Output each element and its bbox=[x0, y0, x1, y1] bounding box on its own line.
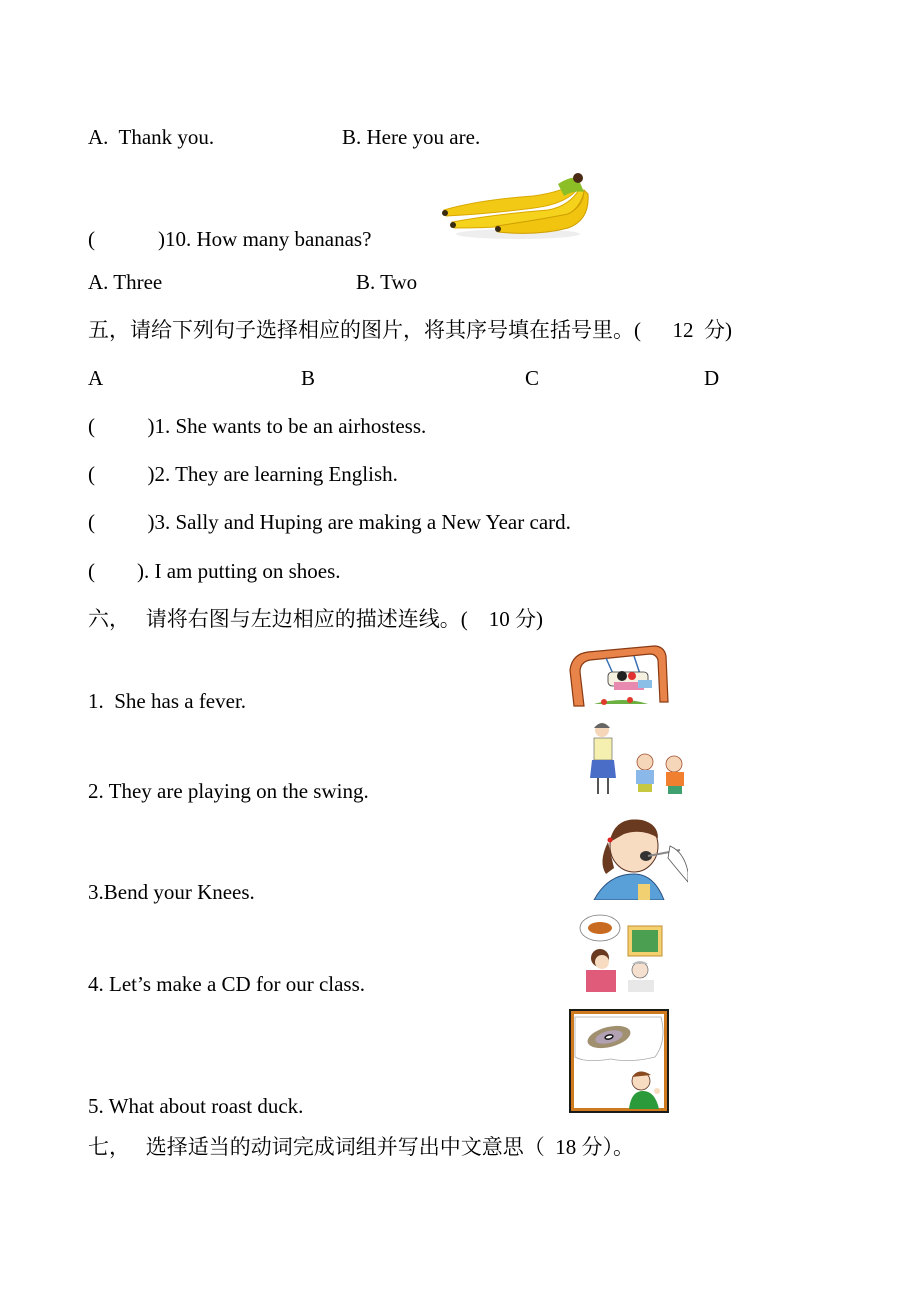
roast-duck-picture bbox=[578, 912, 664, 992]
q10-option-b: B. Two bbox=[356, 270, 418, 294]
section5-item-2: ( )2. They are learning English. bbox=[88, 462, 398, 486]
picture-label-c: C bbox=[525, 366, 540, 390]
section6-item-3: 3.Bend your Knees. bbox=[88, 880, 255, 904]
section7-heading: 七， 选择适当的动词完成词组并写出中文意思（ 18 分）。 bbox=[88, 1135, 634, 1159]
section6-item-5: 5. What about roast duck. bbox=[88, 1094, 304, 1118]
girl-thermometer-picture bbox=[584, 812, 688, 900]
picture-label-a: A bbox=[88, 366, 104, 390]
picture-label-b: B bbox=[301, 366, 316, 390]
section6-item-1: 1. She has a fever. bbox=[88, 689, 247, 713]
bananas-image bbox=[438, 170, 590, 242]
q10-prompt: ( )10. How many bananas? bbox=[88, 227, 372, 251]
q9-option-a: A. Thank you. bbox=[88, 125, 215, 149]
cd-boy-picture bbox=[569, 1009, 669, 1113]
section6-item-4: 4. Let’s make a CD for our class. bbox=[88, 972, 366, 996]
section6-item-2: 2. They are playing on the swing. bbox=[88, 779, 369, 803]
section5-item-1: ( )1. She wants to be an airhostess. bbox=[88, 414, 427, 438]
section5-heading: 五，请给下列句子选择相应的图片，将其序号填在括号里。( 12 分) bbox=[88, 318, 732, 342]
section5-item-4: ( ). I am putting on shoes. bbox=[88, 559, 341, 583]
section6-heading: 六， 请将右图与左边相应的描述连线。( 10 分) bbox=[88, 607, 543, 631]
section5-item-3: ( )3. Sally and Huping are making a New Year card. bbox=[88, 510, 571, 534]
teacher-children-picture bbox=[570, 720, 712, 800]
swing-picture bbox=[564, 642, 682, 710]
q10-option-a: A. Three bbox=[88, 270, 163, 294]
q9-option-b: B. Here you are. bbox=[342, 125, 481, 149]
picture-label-d: D bbox=[704, 366, 720, 390]
